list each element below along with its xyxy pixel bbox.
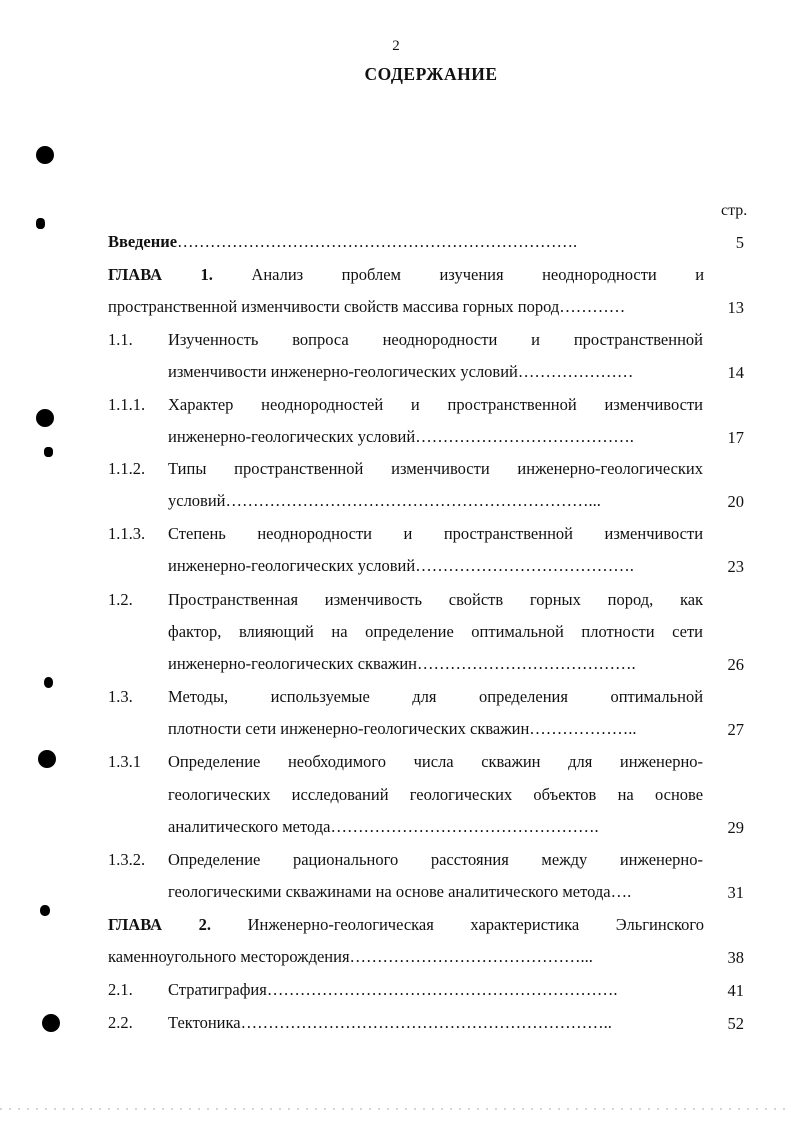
toc-line: аналитического метода…………………………………………. bbox=[168, 817, 599, 836]
toc-word: неоднородности и bbox=[382, 330, 540, 349]
toc-word: Методы, bbox=[168, 687, 229, 706]
section-number: 1.3. bbox=[108, 687, 133, 706]
toc-word: пространственной bbox=[573, 330, 704, 349]
toc-word: Характер bbox=[168, 395, 234, 414]
toc-entry-1-3-1[interactable] bbox=[168, 752, 703, 772]
toc-page-intro: 5 bbox=[735, 233, 744, 252]
toc-word: Эльгинского bbox=[615, 915, 705, 934]
toc-page-1-3-2: 31 bbox=[727, 883, 744, 902]
toc-entry-2-2[interactable]: Тектоника………………………………………………………….. bbox=[168, 1013, 612, 1032]
section-number: 1.3.1 bbox=[108, 752, 141, 771]
scan-speck bbox=[44, 677, 53, 688]
toc-page-1-1-1: 17 bbox=[727, 428, 744, 447]
toc-word: Степень bbox=[168, 524, 226, 543]
toc-line: инженерно-геологических условий…………………………………. bbox=[168, 556, 634, 575]
punch-hole-mark bbox=[38, 750, 56, 768]
toc-word: фактор, влияющий bbox=[168, 622, 314, 641]
toc-entry-1-3-2[interactable] bbox=[168, 850, 703, 870]
toc-word: используемые для bbox=[270, 687, 437, 706]
section-number: 2.1. bbox=[108, 980, 133, 999]
toc-word: объектов bbox=[533, 785, 597, 804]
toc-page-chapter-2: 38 bbox=[727, 948, 744, 967]
toc-word: оптимальной bbox=[610, 687, 704, 706]
toc-word: числа bbox=[413, 752, 454, 771]
toc-entry-1-1[interactable] bbox=[168, 330, 703, 350]
toc-word: геологических bbox=[168, 785, 271, 804]
toc-word: и bbox=[695, 265, 705, 284]
toc-entry-intro[interactable] bbox=[108, 232, 577, 252]
toc-entry-1-1-3[interactable] bbox=[168, 524, 703, 544]
toc-intro-label: Введение bbox=[108, 232, 178, 251]
toc-line bbox=[168, 785, 703, 805]
toc-page-1-1-3: 23 bbox=[727, 557, 744, 576]
toc-word: необходимого bbox=[287, 752, 387, 771]
toc-word: определения bbox=[478, 687, 568, 706]
toc-line: инженерно-геологических условий…………………………………. bbox=[168, 427, 634, 446]
toc-word: Пространственная bbox=[168, 590, 299, 609]
toc-line bbox=[168, 622, 703, 642]
scan-speck bbox=[40, 905, 50, 916]
toc-word: изменчивости инженерно-геологических bbox=[391, 459, 703, 478]
toc-word: инженерно- bbox=[619, 752, 704, 771]
toc-word: пространственной bbox=[443, 524, 573, 543]
toc-line: плотности сети инженерно-геологических скважин……………….. bbox=[168, 719, 637, 738]
toc-word: проблем bbox=[341, 265, 401, 284]
toc-word: Определение bbox=[168, 752, 261, 771]
toc-page-chapter-1: 13 bbox=[727, 298, 744, 317]
toc-entry-1-2[interactable] bbox=[168, 590, 703, 610]
toc-line: геологическими скважинами на основе аналитического метода…. bbox=[168, 882, 632, 901]
toc-word: Анализ bbox=[251, 265, 304, 284]
punch-hole-mark bbox=[42, 1014, 60, 1032]
scan-speck bbox=[44, 447, 53, 457]
toc-entry-chapter-2[interactable] bbox=[108, 915, 704, 935]
toc-word: для bbox=[568, 752, 593, 771]
chapter-prefix: ГЛАВА 1. bbox=[108, 265, 213, 284]
toc-page-1-1-2: 20 bbox=[727, 492, 744, 511]
toc-word: скважин bbox=[481, 752, 541, 771]
toc-word: пород, bbox=[607, 590, 654, 609]
toc-word: изменчивости bbox=[604, 524, 704, 543]
toc-line: изменчивости инженерно-геологических условий………………… bbox=[168, 362, 634, 381]
toc-page-1-2: 26 bbox=[727, 655, 744, 674]
toc-page-2-1: 41 bbox=[727, 981, 744, 1000]
toc-word: характеристика bbox=[470, 915, 580, 934]
section-number: 1.1.2. bbox=[108, 459, 146, 478]
page-title: СОДЕРЖАНИЕ bbox=[364, 64, 498, 84]
toc-page-1-1: 14 bbox=[727, 363, 744, 382]
toc-word: исследований bbox=[291, 785, 389, 804]
section-number: 1.1. bbox=[108, 330, 133, 349]
toc-word: неоднородностей и пространственной bbox=[261, 395, 577, 414]
toc-entry-chapter-1[interactable] bbox=[108, 265, 704, 285]
scan-speck bbox=[36, 218, 45, 229]
toc-page-1-3: 27 bbox=[727, 720, 744, 739]
section-number: 1.1.3. bbox=[108, 524, 146, 543]
punch-hole-mark bbox=[36, 409, 54, 427]
toc-entry-1-3[interactable] bbox=[168, 687, 703, 707]
toc-word: изменчивости bbox=[604, 395, 704, 414]
toc-page-1-3-1: 29 bbox=[727, 818, 744, 837]
toc-word: Инженерно-геологическая bbox=[247, 915, 434, 934]
toc-word: Типы пространственной bbox=[168, 459, 364, 478]
toc-word: неоднородности bbox=[542, 265, 657, 284]
toc-line: каменноугольного месторождения……………………………………... bbox=[108, 947, 593, 966]
toc-word: свойств bbox=[448, 590, 504, 609]
toc-word: изменчивость bbox=[324, 590, 423, 609]
toc-line: пространственной изменчивости свойств массива горных пород………… bbox=[108, 297, 626, 316]
toc-word: рационального bbox=[292, 850, 399, 869]
section-number: 1.2. bbox=[108, 590, 133, 609]
chapter-prefix: ГЛАВА 2. bbox=[108, 915, 212, 934]
toc-word: на bbox=[617, 785, 634, 804]
section-number: 2.2. bbox=[108, 1013, 133, 1032]
section-number: 1.3.2. bbox=[108, 850, 146, 869]
toc-entry-1-1-2[interactable] bbox=[168, 459, 703, 479]
toc-word: на определение оптимальной плотности сети bbox=[331, 622, 703, 641]
toc-word: геологических bbox=[409, 785, 513, 804]
toc-word: неоднородности и bbox=[257, 524, 413, 543]
punch-hole-mark bbox=[36, 146, 54, 164]
toc-page-2-2: 52 bbox=[727, 1014, 744, 1033]
toc-word: Изученность bbox=[168, 330, 259, 349]
toc-word: горных bbox=[529, 590, 581, 609]
toc-line: условий…………………………………………………………... bbox=[168, 491, 601, 510]
page-number: 2 bbox=[392, 38, 400, 54]
section-number: 1.1.1. bbox=[108, 395, 146, 414]
toc-word: основе bbox=[654, 785, 704, 804]
scan-edge-noise bbox=[0, 1108, 792, 1110]
toc-line: инженерно-геологических скважин…………………………………. bbox=[168, 654, 636, 673]
toc-word: Определение bbox=[168, 850, 261, 869]
toc-word: вопроса bbox=[292, 330, 349, 349]
pages-column-header: стр. bbox=[721, 202, 748, 219]
toc-entry-2-1[interactable]: Стратиграфия………………………………………………………. bbox=[168, 980, 618, 999]
toc-word: изучения bbox=[439, 265, 504, 284]
toc-leader: ………………………………………………………………. bbox=[177, 232, 578, 251]
toc-entry-1-1-1[interactable] bbox=[168, 395, 703, 415]
toc-word: как bbox=[679, 590, 704, 609]
toc-word: расстояния между инженерно- bbox=[430, 850, 703, 869]
